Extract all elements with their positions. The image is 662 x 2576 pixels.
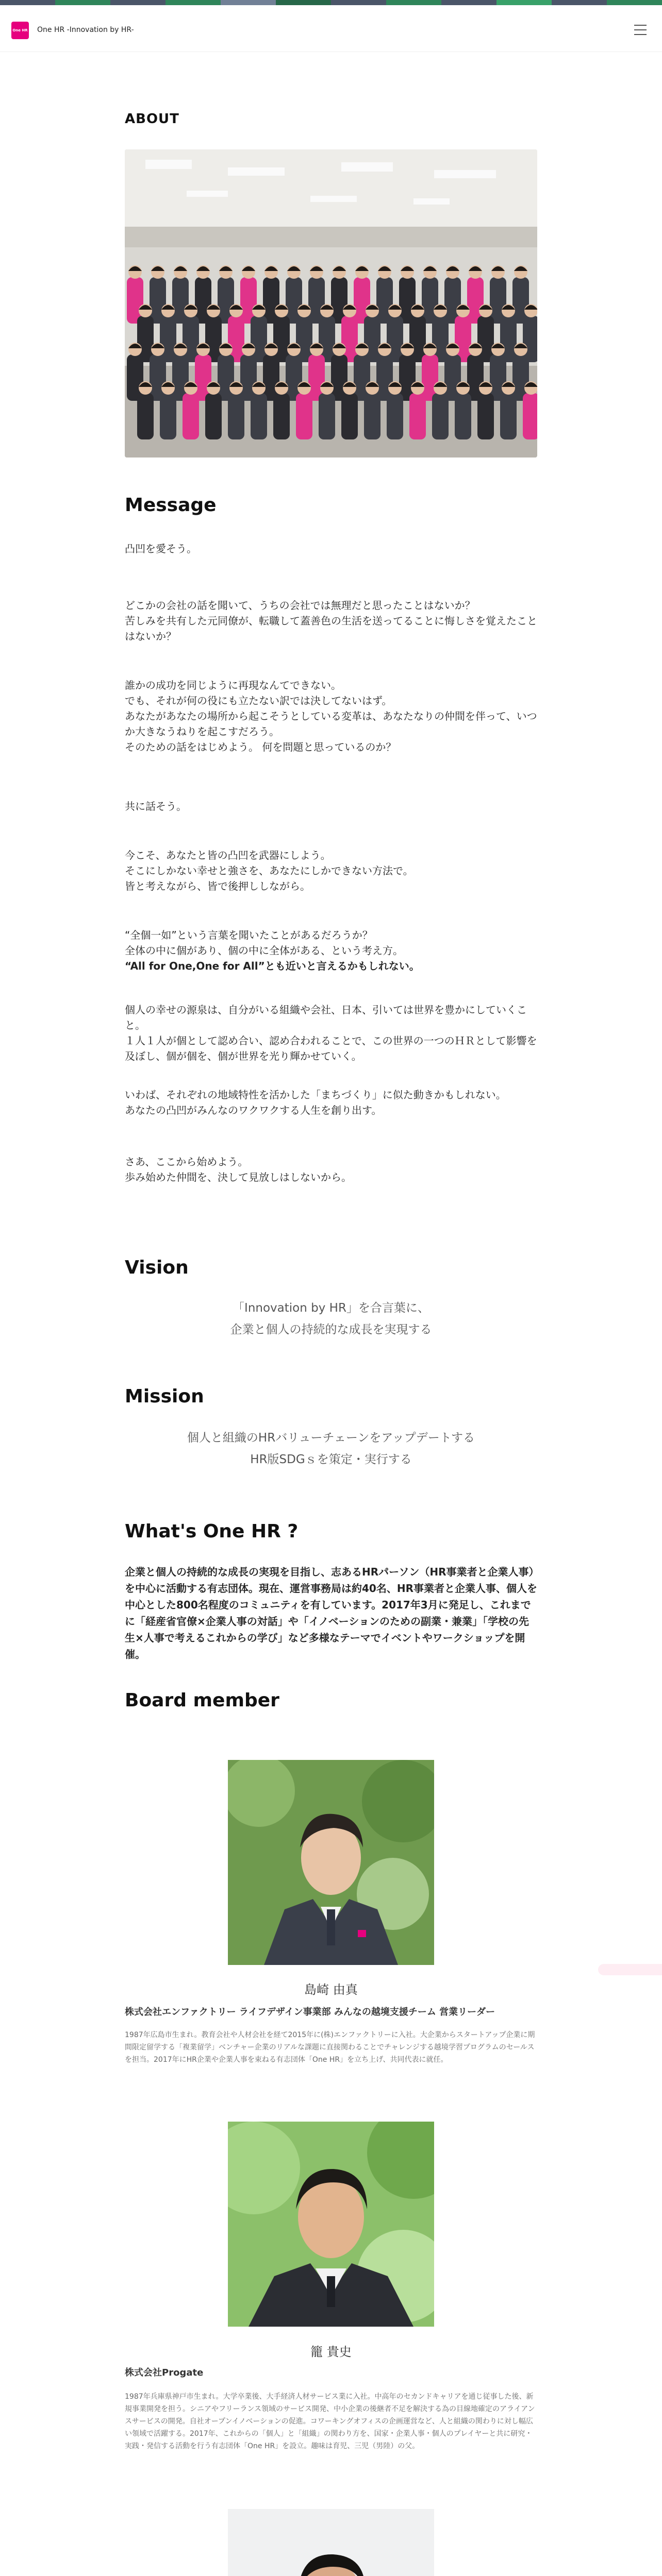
message-paragraph	[125, 848, 537, 894]
vision-line: 「Innovation by HR」を合言葉に、	[233, 1301, 429, 1315]
message-paragraph	[125, 799, 537, 814]
site-logo[interactable]: One HR	[11, 22, 29, 39]
message-line: 歩み始めた仲間を、決して見放しはしないから。	[125, 1171, 352, 1183]
message-line: 全体の中に個があり、個の中に全体がある、という考え方。	[125, 944, 403, 957]
message-paragraph	[125, 677, 537, 755]
message-line: あなたの凸凹がみんなのワクワクする人生を創り出す。	[125, 1104, 382, 1116]
side-floating-tab[interactable]	[598, 1964, 662, 1975]
message-line: どこかの会社の話を聞いて、うちの会社では無理だと思ったことはないか？	[125, 599, 475, 612]
board-heading: Board member	[125, 1690, 279, 1711]
message-line: 苦しみを共有した元同僚が、転職して蓋善色の生活を送ってることに悔しさを覚えたことはないか？	[125, 615, 537, 642]
message-paragraph	[125, 1087, 537, 1118]
member-photo-nishimura	[228, 2509, 434, 2576]
message-paragraph	[125, 541, 537, 556]
message-heading: Message	[125, 495, 217, 516]
whats-heading: What's One HR ?	[125, 1521, 299, 1542]
message-line: 誰かの成功を同じように再現なんてできない。	[125, 679, 341, 691]
message-line: そこにしかない幸せと強さを、あなたにしかできない方法で。	[125, 865, 413, 877]
message-paragraph	[125, 598, 537, 644]
message-line: 皆と考えながら、皆で後押ししながら。	[125, 880, 310, 892]
member-company: 株式会社エンファクトリー ライフデザイン事業部 みんなの越境支援チーム 営業リーダー	[125, 2007, 495, 2018]
site-header	[0, 5, 662, 52]
member-company: 株式会社Progate	[125, 2367, 204, 2378]
mission-line: HR版SDGｓを策定・実行する	[250, 1453, 412, 1466]
message-line: でも、それが何の役にも立たない訳では決してないはず。	[125, 694, 392, 707]
message-paragraph	[125, 927, 537, 974]
vision-heading: Vision	[125, 1257, 189, 1278]
member-photo-shimazaki	[228, 1760, 434, 1965]
hamburger-menu-icon[interactable]	[634, 25, 647, 35]
message-line: 凸凹を愛そう。	[125, 543, 197, 555]
vision-text	[125, 1297, 537, 1341]
message-line: 今こそ、あなたと皆の凸凹を武器にしよう。	[125, 849, 331, 861]
mission-heading: Mission	[125, 1386, 204, 1407]
about-group-photo	[125, 149, 537, 457]
member-photo-kago	[228, 2122, 434, 2327]
mission-text	[125, 1427, 537, 1470]
top-color-stripe	[0, 0, 662, 5]
message-line: そのための話をはじめよう。 何を問題と思っているのか？	[125, 741, 396, 753]
message-line: “All for One,One for All”とも近いと言えるかもしれない。	[125, 960, 420, 972]
about-heading: ABOUT	[125, 111, 179, 127]
member-name: 籠 貴史	[310, 2345, 352, 2359]
site-title[interactable]: One HR -Innovation by HR-	[37, 26, 134, 34]
message-line: さあ、ここから始めよう。	[125, 1156, 249, 1168]
whats-body: 企業と個人の持続的な成長の実現を目指し、志あるHRパーソン（HR事業者と企業人事）を中心に活動する有志団体。現在、運営事務局は約40名、HR事業者と企業人事、個人を中心とした800名程度のコミュニティを有しています。2017年3月に発足し、これまでに「経産省官僚×企業人事の対話」や「イノベーションのための副業・兼業」「学校の先生×人事で考えるこれからの学び」など多様なテーマでイベントやワークショップを開催。	[125, 1566, 537, 1660]
mission-line: 個人と組織のHRバリューチェーンをアップデートする	[187, 1431, 475, 1445]
member-bio: 1987年兵庫県神戸市生まれ。大学卒業後、大手経済人材サービス業に入社。中高年のセカンドキャリアを通じ従事した後、新規事業開発を担う。シニアやフリーランス領域のサービス開発、中小企業の後継者不足を解決する為の目線地確定のアライアンスサービスの開発。自社オープンイノベーションの促進。コワーキングオフィスの企画運営など、人と組織の関わりに対し幅広い領域で活躍する。2017年、これからの「個人」と「組織」の関わり方を、国家・企業人事・個人のプレイヤーと共に研究・実践・発信する活動を行う有志団体「One HR」を設立。趣味は育児、三児（男陸）の父。	[125, 2393, 535, 2450]
member-name: 島崎 由真	[304, 1982, 358, 1997]
message-line: “全個一如”という言葉を聞いたことがあるだろうか？	[125, 929, 373, 941]
message-paragraph	[125, 1154, 537, 1185]
message-line: 個人の幸せの源泉は、自分がいる組織や会社、日本、引いては世界を豊かにしていくこと。	[125, 1004, 527, 1031]
vision-line: 企業と個人の持続的な成長を実現する	[230, 1323, 432, 1336]
message-paragraph	[125, 1002, 537, 1064]
message-line: １人１人が個として認め合い、認め合われることで、この世界の一つのＨＲとして影響を及ぼし、個が個を、個が世界を光り輝かせていく。	[125, 1035, 537, 1062]
member-bio: 1987年広島市生まれ。教育会社や人材会社を経て2015年に(株)エンファクトリーに入社。大企業からスタートアップ企業に期間限定留学する「複業留学」ベンチャー企業のリアルな課題に直接関わることでチャレンジする越境学習プログラムのセールスを担当。2017年にHR企業や企業人事を束ねる有志団体「One HR」を立ち上げ、共同代表に就任。	[125, 2031, 535, 2064]
message-line: 共に話そう。	[125, 800, 187, 812]
message-line: いわば、それぞれの地域特性を活かした「まちづくり」に似た動きかもしれない。	[125, 1089, 506, 1101]
message-line: あなたがあなたの場所から起こそうとしている変革は、あなたなりの仲間を伴って、いつか大きなうねりを起こすだろう。	[125, 710, 537, 738]
